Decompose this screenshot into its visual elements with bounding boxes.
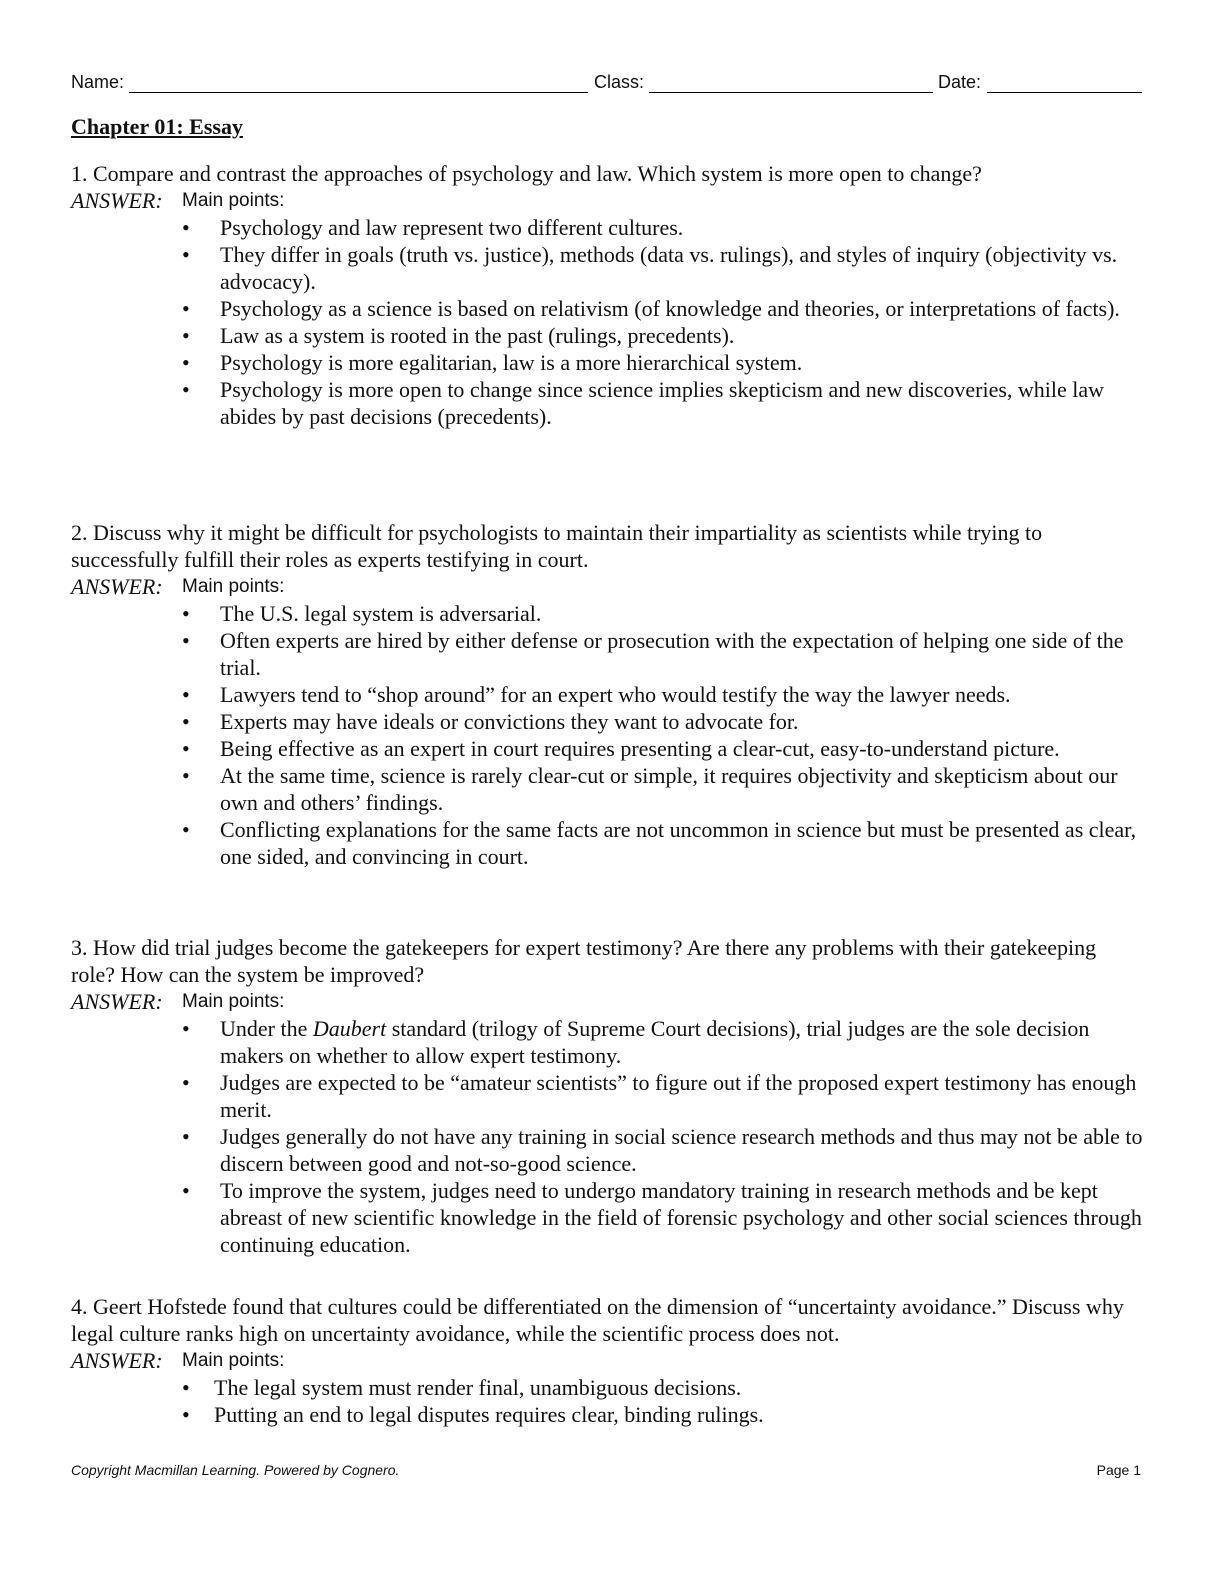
main-points-label: Main points: — [182, 576, 285, 597]
bullet-icon: • — [182, 601, 190, 626]
answer-point: • At the same time, science is rarely clear-cut or simple, it requires objectivity and skepticism about our own and others’ findings. — [182, 763, 1118, 815]
bullet-icon: • — [182, 736, 190, 761]
question-1-text: 1. Compare and contrast the approaches of psychology and law. Which system is more open to change? — [71, 161, 982, 186]
date-field-line[interactable] — [987, 92, 1142, 93]
answer-point: • Lawyers tend to “shop around” for an expert who would testify the way the lawyer needs. — [182, 682, 1011, 707]
bullet-icon: • — [182, 682, 190, 707]
answer-point: • To improve the system, judges need to undergo mandatory training in research methods and be kept abreast of new scientific knowledge in the field of forensic psychology and other social sciences through continuing education. — [182, 1178, 1142, 1257]
answer-point: • Under the Daubert standard (trilogy of Supreme Court decisions), trial judges are the sole decision makers on whether to allow expert testimony. — [182, 1016, 1090, 1068]
answer-point: • Being effective as an expert in court requires presenting a clear-cut, easy-to-understand picture. — [182, 736, 1060, 761]
answer-point: • Often experts are hired by either defense or prosecution with the expectation of helping one side of the trial. — [182, 628, 1124, 680]
name-label: Name: — [71, 72, 125, 92]
bullet-icon: • — [182, 296, 190, 321]
answer-label: ANSWER: — [71, 989, 163, 1014]
question-3 — [71, 934, 1143, 1258]
main-points-label: Main points: — [182, 1350, 285, 1371]
answer-2-heading — [71, 573, 1143, 600]
answer-point: • Conflicting explanations for the same facts are not uncommon in science but must be presented as clear, one sided, and convincing in court. — [182, 817, 1137, 869]
class-label: Class: — [594, 72, 645, 92]
answer-point: • Law as a system is rooted in the past (rulings, precedents). — [182, 323, 735, 348]
answer-3-heading — [71, 988, 1143, 1015]
chapter-title: Chapter 01: Essay — [71, 114, 243, 139]
bullet-icon: • — [182, 1016, 190, 1041]
date-label: Date: — [938, 72, 982, 92]
name-field-line[interactable] — [129, 92, 588, 93]
answer-4-heading — [71, 1347, 1143, 1374]
answer-point: • The legal system must render final, unambiguous decisions. — [182, 1375, 742, 1400]
bullet-icon: • — [182, 1124, 190, 1149]
answer-point: • They differ in goals (truth vs. justice), methods (data vs. rulings), and styles of inquiry (objectivity vs. advocacy). — [182, 242, 1118, 294]
question-4 — [71, 1293, 1143, 1428]
question-2-text: 2. Discuss why it might be difficult for psychologists to maintain their impartiality as scientists while trying to successfully fulfill their roles as experts testifying in court. — [71, 520, 1043, 572]
page-number: Page 1 — [1096, 1462, 1141, 1478]
answer-point: • Judges generally do not have any training in social science research methods and thus may not be able to discern between good and not-so-good science. — [182, 1124, 1143, 1176]
bullet-icon: • — [182, 1375, 190, 1400]
answer-point: • Psychology and law represent two different cultures. — [182, 215, 684, 240]
bullet-icon: • — [182, 709, 190, 734]
main-points-label: Main points: — [182, 190, 285, 211]
bullet-icon: • — [182, 377, 190, 402]
answer-point: • Psychology as a science is based on relativism (of knowledge and theories, or interpretations of facts). — [182, 296, 1120, 321]
copyright-text: Copyright Macmillan Learning. Powered by Cognero. — [71, 1462, 400, 1478]
answer-point: • Experts may have ideals or convictions they want to advocate for. — [182, 709, 799, 734]
answer-1-heading — [71, 187, 1143, 214]
main-points-label: Main points: — [182, 991, 285, 1012]
question-1 — [71, 160, 1143, 430]
bullet-icon: • — [182, 1402, 190, 1427]
answer-point: • Psychology is more egalitarian, law is a more hierarchical system. — [182, 350, 803, 375]
student-info-header — [71, 70, 1143, 96]
bullet-icon: • — [182, 215, 190, 240]
bullet-icon: • — [182, 817, 190, 842]
answer-point: • Putting an end to legal disputes requires clear, binding rulings. — [182, 1402, 764, 1427]
bullet-icon: • — [182, 350, 190, 375]
bullet-icon: • — [182, 1070, 190, 1095]
question-4-text: 4. Geert Hofstede found that cultures could be differentiated on the dimension of “uncertainty avoidance.” Discuss why legal culture ranks high on uncertainty avoidance, while the scientific process does not. — [71, 1294, 1124, 1346]
question-2 — [71, 519, 1143, 870]
bullet-icon: • — [182, 763, 190, 788]
answer-point: • Judges are expected to be “amateur scientists” to figure out if the proposed expert testimony has enough merit. — [182, 1070, 1137, 1122]
answer-label: ANSWER: — [71, 188, 163, 213]
answer-label: ANSWER: — [71, 1348, 163, 1373]
question-3-text: 3. How did trial judges become the gatekeepers for expert testimony? Are there any problems with their gatekeeping role? How can the system be improved? — [71, 935, 1097, 987]
class-field-line[interactable] — [649, 92, 933, 93]
answer-point: • The U.S. legal system is adversarial. — [182, 601, 542, 626]
bullet-icon: • — [182, 628, 190, 653]
answer-point: • Psychology is more open to change since science implies skepticism and new discoveries, while law abides by past decisions (precedents). — [182, 377, 1105, 429]
bullet-icon: • — [182, 1178, 190, 1203]
page-footer — [71, 1462, 1143, 1480]
bullet-icon: • — [182, 323, 190, 348]
answer-label: ANSWER: — [71, 574, 163, 599]
case-name-daubert: Daubert — [312, 1016, 387, 1041]
bullet-icon: • — [182, 242, 190, 267]
